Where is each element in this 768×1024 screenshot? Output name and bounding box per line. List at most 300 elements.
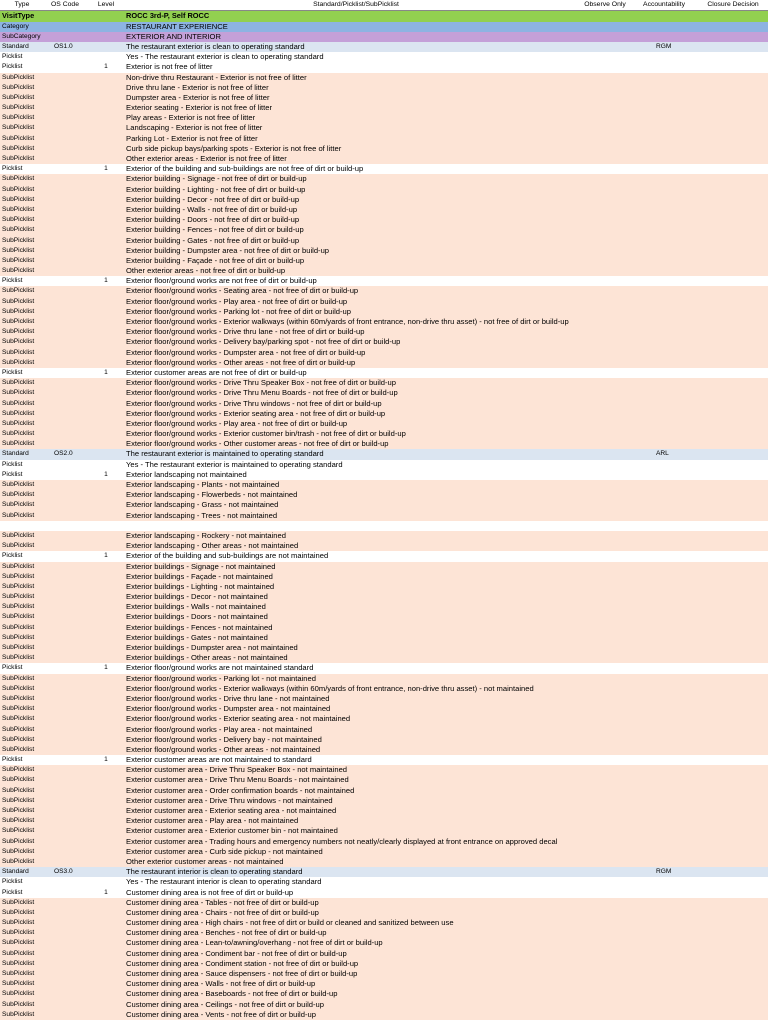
- table-row: [0, 867, 768, 877]
- cell-level[interactable]: 1: [104, 277, 108, 285]
- cell-description[interactable]: Exterior floor/ground works - Other areas - not free of dirt or build-up: [126, 357, 356, 367]
- cell-type[interactable]: SubPicklist: [2, 959, 35, 967]
- cell-type[interactable]: SubPicklist: [2, 735, 35, 743]
- header-closure-decision[interactable]: Closure Decision: [707, 1, 759, 8]
- cell-type[interactable]: SubPicklist: [2, 898, 35, 906]
- cell-description[interactable]: Exterior floor/ground works - Exterior walkways (within 60m/yards of front entrance, non-drive thru asset) - not free of dirt or build-up: [126, 317, 569, 327]
- cell-description[interactable]: Exterior floor/ground works - Delivery bay/parking spot - not free of dirt or build-up: [126, 337, 401, 347]
- header-observe-only[interactable]: Observe Only: [584, 1, 626, 8]
- cell-type[interactable]: SubPicklist: [2, 745, 35, 753]
- cell-type[interactable]: SubPicklist: [2, 409, 35, 417]
- cell-description[interactable]: Exterior building - Walls - not free of dirt or build-up: [126, 204, 298, 214]
- cell-description[interactable]: Exterior buildings - Façade - not maintained: [126, 571, 273, 581]
- cell-type[interactable]: SubPicklist: [2, 817, 35, 825]
- cell-description[interactable]: Exterior buildings - Other areas - not maintained: [126, 653, 288, 663]
- cell-type[interactable]: SubPicklist: [2, 847, 35, 855]
- cell-type[interactable]: Picklist: [2, 368, 23, 376]
- table-row: [0, 123, 768, 133]
- cell-type[interactable]: Picklist: [2, 664, 23, 672]
- cell-description[interactable]: Exterior customer area - Drive Thru Menu Boards - not maintained: [126, 775, 349, 785]
- cell-level[interactable]: 1: [104, 888, 108, 896]
- table-row: [0, 144, 768, 154]
- cell-type[interactable]: Standard: [2, 868, 29, 876]
- table-row: [0, 745, 768, 755]
- cell-description[interactable]: Yes - The restaurant exterior is clean to operating standard: [126, 52, 324, 62]
- cell-type[interactable]: SubPicklist: [2, 776, 35, 784]
- cell-description[interactable]: Parking Lot - Exterior is not free of litter: [126, 133, 258, 143]
- cell-type[interactable]: SubPicklist: [2, 644, 35, 652]
- cell-type[interactable]: SubPicklist: [2, 491, 35, 499]
- cell-description[interactable]: Yes - The restaurant interior is clean to operating standard: [126, 877, 322, 887]
- cell-description[interactable]: Exterior buildings - Signage - not maintained: [126, 561, 276, 571]
- table-row: [0, 337, 768, 347]
- table-row: [0, 266, 768, 276]
- cell-description[interactable]: Customer dining area - Baseboards - not free of dirt or build-up: [126, 989, 338, 999]
- table-row: [0, 174, 768, 184]
- table-row: [0, 898, 768, 908]
- cell-type[interactable]: SubPicklist: [2, 929, 35, 937]
- cell-type[interactable]: SubPicklist: [2, 908, 35, 916]
- cell-level[interactable]: 1: [104, 165, 108, 173]
- cell-type[interactable]: SubPicklist: [2, 705, 35, 713]
- cell-description[interactable]: Customer dining area - Condiment station - not free of dirt or build-up: [126, 958, 359, 968]
- table-row: [0, 663, 768, 673]
- table-row: [0, 52, 768, 62]
- cell-type[interactable]: SubPicklist: [2, 674, 35, 682]
- cell-type[interactable]: Picklist: [2, 460, 23, 468]
- table-row: [0, 113, 768, 123]
- table-row: [0, 195, 768, 205]
- cell-type[interactable]: SubPicklist: [2, 796, 35, 804]
- table-row: [0, 653, 768, 663]
- cell-type[interactable]: SubPicklist: [2, 399, 35, 407]
- table-row: [0, 857, 768, 867]
- cell-description[interactable]: Exterior floor/ground works - Dumpster area - not maintained: [126, 704, 331, 714]
- cell-type[interactable]: Standard: [2, 450, 29, 458]
- cell-description[interactable]: Exterior floor/ground works - Dumpster area - not free of dirt or build-up: [126, 347, 366, 357]
- cell-description[interactable]: Exterior floor/ground works - Seating area - not free of dirt or build-up: [126, 286, 359, 296]
- cell-type[interactable]: SubPicklist: [2, 267, 35, 275]
- cell-description[interactable]: EXTERIOR AND INTERIOR: [126, 31, 221, 41]
- cell-description[interactable]: Exterior floor/ground works - Play area - not free of dirt or build-up: [126, 296, 348, 306]
- cell-description[interactable]: Exterior floor/ground works - Delivery bay - not maintained: [126, 734, 322, 744]
- table-row: [0, 847, 768, 857]
- table-row: [0, 511, 768, 521]
- cell-type[interactable]: SubPicklist: [2, 990, 35, 998]
- table-row: [0, 918, 768, 928]
- cell-description[interactable]: Exterior of the building and sub-buildings are not maintained: [126, 551, 329, 561]
- cell-type[interactable]: Picklist: [2, 470, 23, 478]
- cell-description[interactable]: Exterior customer area - Trading hours and emergency numbers not neatly/clearly displayed at front entrance on approved decal: [126, 836, 558, 846]
- cell-level[interactable]: 1: [104, 63, 108, 71]
- table-row: [0, 368, 768, 378]
- cell-type[interactable]: SubPicklist: [2, 481, 35, 489]
- table-row: [0, 582, 768, 592]
- cell-level[interactable]: 1: [104, 664, 108, 672]
- cell-description[interactable]: Exterior floor/ground works - Exterior customer bin/trash - not free of dirt or build-up: [126, 429, 406, 439]
- cell-description[interactable]: Exterior floor/ground works - Other customer areas - not free of dirt or build-up: [126, 439, 389, 449]
- cell-type[interactable]: SubPicklist: [2, 348, 35, 356]
- cell-type[interactable]: SubPicklist: [2, 134, 35, 142]
- table-row: [0, 327, 768, 337]
- cell-type[interactable]: SubPicklist: [2, 236, 35, 244]
- table-row: [0, 286, 768, 296]
- cell-description[interactable]: Exterior floor/ground works - Parking lot - not maintained: [126, 673, 316, 683]
- cell-description[interactable]: Other exterior customer areas - not maintained: [126, 856, 284, 866]
- cell-type[interactable]: SubPicklist: [2, 531, 35, 539]
- cell-description[interactable]: Customer dining area - Lean-to/awning/overhang - not free of dirt or build-up: [126, 938, 383, 948]
- cell-description[interactable]: Exterior landscaping not maintained: [126, 469, 247, 479]
- cell-description[interactable]: Exterior floor/ground works - Drive thru lane - not free of dirt or build-up: [126, 327, 365, 337]
- cell-type[interactable]: Picklist: [2, 878, 23, 886]
- cell-description[interactable]: Exterior building - Fences - not free of dirt or build-up: [126, 225, 304, 235]
- table-row: [0, 949, 768, 959]
- cell-description[interactable]: Exterior customer area - Drive Thru windows - not maintained: [126, 795, 333, 805]
- cell-type[interactable]: SubPicklist: [2, 338, 35, 346]
- cell-type[interactable]: SubPicklist: [2, 389, 35, 397]
- cell-description[interactable]: The restaurant exterior is clean to operating standard: [126, 41, 305, 51]
- cell-description[interactable]: Play areas - Exterior is not free of litter: [126, 113, 256, 123]
- cell-type[interactable]: SubPicklist: [2, 318, 35, 326]
- cell-accountability[interactable]: RGM: [656, 868, 672, 876]
- table-row: [0, 500, 768, 510]
- table-row: [0, 73, 768, 83]
- cell-type[interactable]: SubPicklist: [2, 175, 35, 183]
- table-row: [0, 449, 768, 459]
- table-row: [0, 969, 768, 979]
- table-row: [0, 775, 768, 785]
- cell-description[interactable]: RESTAURANT EXPERIENCE: [126, 21, 228, 31]
- cell-description[interactable]: Exterior is not free of litter: [126, 62, 213, 72]
- cell-type[interactable]: SubPicklist: [2, 786, 35, 794]
- table-row: [0, 623, 768, 633]
- cell-description[interactable]: Exterior building - Façade - not free of dirt or build-up: [126, 255, 305, 265]
- cell-type[interactable]: SubPicklist: [2, 144, 35, 152]
- table-row: [0, 796, 768, 806]
- table-row: [0, 674, 768, 684]
- header-row: [0, 0, 768, 11]
- cell-description[interactable]: Customer dining area - Sauce dispensers - not free of dirt or build-up: [126, 969, 358, 979]
- table-row: [0, 572, 768, 582]
- cell-type[interactable]: Category: [2, 22, 29, 30]
- cell-type[interactable]: SubPicklist: [2, 287, 35, 295]
- cell-description[interactable]: Customer dining area - Chairs - not free of dirt or build-up: [126, 907, 319, 917]
- table-row: [0, 388, 768, 398]
- cell-description[interactable]: Exterior floor/ground works - Drive thru lane - not maintained: [126, 693, 330, 703]
- cell-type[interactable]: SubPicklist: [2, 93, 35, 101]
- cell-description[interactable]: Exterior floor/ground works - Drive Thru windows - not free of dirt or build-up: [126, 398, 382, 408]
- cell-description[interactable]: Exterior buildings - Decor - not maintained: [126, 592, 268, 602]
- table-row: [0, 541, 768, 551]
- header-accountability[interactable]: Accountability: [643, 1, 685, 8]
- table-row: [0, 185, 768, 195]
- cell-type[interactable]: SubPicklist: [2, 572, 35, 580]
- cell-description[interactable]: Exterior building - Signage - not free of dirt or build-up: [126, 174, 307, 184]
- table-row: [0, 83, 768, 93]
- table-row: [0, 103, 768, 113]
- cell-type[interactable]: SubPicklist: [2, 226, 35, 234]
- cell-type[interactable]: SubPicklist: [2, 654, 35, 662]
- cell-description[interactable]: ROCC 3rd-P, Self ROCC: [126, 11, 210, 21]
- cell-description[interactable]: Exterior floor/ground works - Drive Thru Speaker Box - not free of dirt or build-up: [126, 378, 396, 388]
- cell-description[interactable]: Exterior floor/ground works - Other areas - not maintained: [126, 744, 321, 754]
- cell-description[interactable]: Exterior building - Dumpster area - not free of dirt or build-up: [126, 245, 330, 255]
- cell-description[interactable]: Exterior landscaping - Trees - not maintained: [126, 510, 278, 520]
- cell-description[interactable]: Exterior floor/ground works - Play area - not maintained: [126, 724, 313, 734]
- cell-type[interactable]: SubPicklist: [2, 205, 35, 213]
- header-level[interactable]: Level: [97, 1, 115, 8]
- cell-type[interactable]: SubPicklist: [2, 501, 35, 509]
- cell-description[interactable]: Exterior floor/ground works - Play area - not free of dirt or build-up: [126, 418, 348, 428]
- cell-description[interactable]: Exterior customer area - Curb side pickup - not maintained: [126, 846, 323, 856]
- table-row: [0, 42, 768, 52]
- table-row: [0, 725, 768, 735]
- cell-description[interactable]: Exterior landscaping - Grass - not maintained: [126, 500, 279, 510]
- cell-description[interactable]: Exterior building - Gates - not free of dirt or build-up: [126, 235, 300, 245]
- table-row: [0, 154, 768, 164]
- cell-description[interactable]: Exterior customer areas are not maintained to standard: [126, 755, 312, 765]
- cell-type[interactable]: SubPicklist: [2, 256, 35, 264]
- table-row: [0, 480, 768, 490]
- cell-type[interactable]: SubPicklist: [2, 419, 35, 427]
- cell-description[interactable]: The restaurant interior is clean to operating standard: [126, 867, 303, 877]
- cell-description[interactable]: Drive thru lane - Exterior is not free of litter: [126, 82, 269, 92]
- cell-type[interactable]: Picklist: [2, 552, 23, 560]
- cell-description[interactable]: Exterior buildings - Fences - not maintained: [126, 622, 273, 632]
- cell-description[interactable]: Exterior building - Decor - not free of dirt or build-up: [126, 194, 300, 204]
- cell-description[interactable]: Exterior landscaping - Flowerbeds - not maintained: [126, 490, 298, 500]
- header-os-code[interactable]: OS Code: [51, 1, 79, 8]
- table-row: [0, 409, 768, 419]
- cell-accountability[interactable]: ARL: [656, 450, 669, 458]
- cell-type[interactable]: SubPicklist: [2, 185, 35, 193]
- table-row: [0, 806, 768, 816]
- cell-description[interactable]: Exterior customer area - Play area - not maintained: [126, 816, 299, 826]
- table-row: [0, 755, 768, 765]
- cell-type[interactable]: Picklist: [2, 277, 23, 285]
- cell-type[interactable]: VisitType: [2, 11, 35, 21]
- cell-description[interactable]: Other exterior areas - Exterior is not free of litter: [126, 154, 287, 164]
- cell-type[interactable]: SubPicklist: [2, 603, 35, 611]
- cell-type[interactable]: SubPicklist: [2, 542, 35, 550]
- cell-type[interactable]: SubPicklist: [2, 827, 35, 835]
- table-row: [0, 470, 768, 480]
- table-row: [0, 643, 768, 653]
- cell-description[interactable]: Exterior buildings - Gates - not maintained: [126, 632, 268, 642]
- cell-level[interactable]: 1: [104, 470, 108, 478]
- table-row: [0, 908, 768, 918]
- cell-description[interactable]: Exterior buildings - Lighting - not maintained: [126, 581, 275, 591]
- table-row: [0, 816, 768, 826]
- cell-type[interactable]: SubPicklist: [2, 725, 35, 733]
- table-row: [0, 704, 768, 714]
- cell-description[interactable]: Exterior buildings - Walls - not maintained: [126, 602, 266, 612]
- table-row: [0, 551, 768, 561]
- table-row: [0, 419, 768, 429]
- cell-type[interactable]: SubCategory: [2, 32, 41, 40]
- cell-description[interactable]: Customer dining area - Benches - not free of dirt or build-up: [126, 928, 327, 938]
- table-row: [0, 592, 768, 602]
- cell-type[interactable]: SubPicklist: [2, 297, 35, 305]
- cell-level[interactable]: 1: [104, 552, 108, 560]
- cell-type[interactable]: Picklist: [2, 756, 23, 764]
- cell-accountability[interactable]: RGM: [656, 42, 672, 50]
- cell-description[interactable]: Curb side pickup bays/parking spots - Exterior is not free of litter: [126, 143, 342, 153]
- cell-level[interactable]: 1: [104, 756, 108, 764]
- table-row: [0, 276, 768, 286]
- table-row: [0, 348, 768, 358]
- cell-description[interactable]: The restaurant exterior is maintained to operating standard: [126, 449, 324, 459]
- table-row: [0, 938, 768, 948]
- cell-description[interactable]: Exterior floor/ground works - Exterior seating area - not free of dirt or build-up: [126, 408, 386, 418]
- cell-description[interactable]: Exterior landscaping - Other areas - not maintained: [126, 541, 299, 551]
- cell-type[interactable]: Picklist: [2, 888, 23, 896]
- cell-type[interactable]: SubPicklist: [2, 83, 35, 91]
- table-row: [0, 378, 768, 388]
- cell-description[interactable]: Exterior floor/ground works - Exterior walkways (within 60m/yards of front entrance, non-drive thru asset) - not maintained: [126, 683, 534, 693]
- table-row: [0, 979, 768, 989]
- cell-type[interactable]: SubPicklist: [2, 307, 35, 315]
- cell-type[interactable]: SubPicklist: [2, 1010, 35, 1018]
- header-description[interactable]: Standard/Picklist/SubPicklist: [313, 1, 399, 8]
- table-row: [0, 490, 768, 500]
- cell-type[interactable]: SubPicklist: [2, 949, 35, 957]
- cell-description[interactable]: Exterior floor/ground works are not free of dirt or build-up: [126, 276, 317, 286]
- cell-type[interactable]: SubPicklist: [2, 1000, 35, 1008]
- cell-description[interactable]: Exterior building - Doors - not free of dirt or build-up: [126, 215, 300, 225]
- cell-type[interactable]: SubPicklist: [2, 766, 35, 774]
- cell-type[interactable]: SubPicklist: [2, 715, 35, 723]
- table-row: [0, 32, 768, 42]
- cell-description[interactable]: Customer dining area - Condiment bar - not free of dirt or build-up: [126, 948, 347, 958]
- cell-description[interactable]: Non-drive thru Restaurant - Exterior is not free of litter: [126, 72, 307, 82]
- cell-type[interactable]: SubPicklist: [2, 633, 35, 641]
- table-row: [0, 786, 768, 796]
- table-row: [0, 307, 768, 317]
- cell-description[interactable]: Exterior landscaping - Plants - not maintained: [126, 480, 280, 490]
- cell-type[interactable]: SubPicklist: [2, 430, 35, 438]
- cell-type[interactable]: SubPicklist: [2, 613, 35, 621]
- table-row: [0, 735, 768, 745]
- cell-description[interactable]: Customer dining area - Ceilings - not free of dirt or build-up: [126, 999, 324, 1009]
- cell-type[interactable]: SubPicklist: [2, 857, 35, 865]
- cell-type[interactable]: Picklist: [2, 63, 23, 71]
- cell-type[interactable]: Picklist: [2, 53, 23, 61]
- cell-os-code[interactable]: OS3.0: [54, 868, 73, 876]
- table-row: [0, 928, 768, 938]
- cell-type[interactable]: SubPicklist: [2, 155, 35, 163]
- cell-type[interactable]: SubPicklist: [2, 216, 35, 224]
- table-row: [0, 22, 768, 32]
- cell-type[interactable]: Standard: [2, 42, 29, 50]
- table-row: [0, 215, 768, 225]
- table-row: [0, 225, 768, 235]
- cell-description[interactable]: Customer dining area is not free of dirt or build-up: [126, 887, 294, 897]
- cell-os-code[interactable]: OS2.0: [54, 450, 73, 458]
- cell-type[interactable]: Picklist: [2, 165, 23, 173]
- cell-type[interactable]: SubPicklist: [2, 104, 35, 112]
- cell-description[interactable]: Exterior buildings - Dumpster area - not maintained: [126, 643, 298, 653]
- cell-description[interactable]: Exterior buildings - Doors - not maintained: [126, 612, 268, 622]
- cell-description[interactable]: Exterior customer area - Exterior seating area - not maintained: [126, 806, 337, 816]
- cell-description[interactable]: Customer dining area - Walls - not free of dirt or build-up: [126, 979, 316, 989]
- cell-description[interactable]: Exterior customer areas are not free of dirt or build-up: [126, 367, 307, 377]
- cell-type[interactable]: SubPicklist: [2, 980, 35, 988]
- cell-type[interactable]: SubPicklist: [2, 582, 35, 590]
- table-row: [0, 399, 768, 409]
- table-row: [0, 684, 768, 694]
- cell-type[interactable]: SubPicklist: [2, 511, 35, 519]
- cell-description[interactable]: Exterior building - Lighting - not free of dirt or build-up: [126, 184, 306, 194]
- cell-type[interactable]: SubPicklist: [2, 623, 35, 631]
- cell-type[interactable]: SubPicklist: [2, 195, 35, 203]
- cell-type[interactable]: SubPicklist: [2, 939, 35, 947]
- cell-description[interactable]: Exterior customer area - Exterior customer bin - not maintained: [126, 826, 338, 836]
- cell-type[interactable]: SubPicklist: [2, 328, 35, 336]
- table-row: [0, 959, 768, 969]
- cell-level[interactable]: 1: [104, 368, 108, 376]
- cell-description[interactable]: Landscaping - Exterior is not free of litter: [126, 123, 263, 133]
- table-row: [0, 633, 768, 643]
- cell-type[interactable]: SubPicklist: [2, 379, 35, 387]
- cell-description[interactable]: Exterior customer area - Order confirmation boards - not maintained: [126, 785, 355, 795]
- cell-type[interactable]: SubPicklist: [2, 124, 35, 132]
- table-row: [0, 297, 768, 307]
- header-type[interactable]: Type: [14, 1, 30, 8]
- table-row: [0, 93, 768, 103]
- cell-description[interactable]: Exterior of the building and sub-buildings are not free of dirt or build-up: [126, 164, 364, 174]
- cell-description[interactable]: Exterior landscaping - Rockery - not maintained: [126, 530, 286, 540]
- cell-description[interactable]: Exterior floor/ground works - Exterior seating area - not maintained: [126, 714, 351, 724]
- cell-type[interactable]: SubPicklist: [2, 358, 35, 366]
- cell-type[interactable]: SubPicklist: [2, 919, 35, 927]
- cell-type[interactable]: SubPicklist: [2, 807, 35, 815]
- cell-description[interactable]: Exterior customer area - Drive Thru Speaker Box - not maintained: [126, 765, 348, 775]
- cell-type[interactable]: SubPicklist: [2, 593, 35, 601]
- table-body: [0, 11, 768, 1020]
- cell-type[interactable]: SubPicklist: [2, 114, 35, 122]
- cell-type[interactable]: SubPicklist: [2, 73, 35, 81]
- cell-description[interactable]: Exterior floor/ground works - Parking lot - not free of dirt or build-up: [126, 306, 351, 316]
- cell-type[interactable]: SubPicklist: [2, 440, 35, 448]
- cell-type[interactable]: SubPicklist: [2, 694, 35, 702]
- cell-description[interactable]: Dumpster area - Exterior is not free of litter: [126, 92, 270, 102]
- cell-description[interactable]: Exterior seating - Exterior is not free of litter: [126, 103, 273, 113]
- cell-type[interactable]: SubPicklist: [2, 562, 35, 570]
- cell-type[interactable]: SubPicklist: [2, 837, 35, 845]
- cell-description[interactable]: Customer dining area - Tables - not free of dirt or build-up: [126, 897, 319, 907]
- table-row: [0, 62, 768, 72]
- table-row: [0, 531, 768, 541]
- table-row: [0, 246, 768, 256]
- table-row: [0, 521, 768, 531]
- cell-description[interactable]: Exterior floor/ground works - Drive Thru Menu Boards - not free of dirt or build-up: [126, 388, 398, 398]
- cell-description[interactable]: Customer dining area - Vents - not free of dirt or build-up: [126, 1009, 316, 1019]
- cell-description[interactable]: Yes - The restaurant exterior is maintained to operating standard: [126, 459, 343, 469]
- cell-type[interactable]: SubPicklist: [2, 970, 35, 978]
- cell-description[interactable]: Exterior floor/ground works are not maintained standard: [126, 663, 314, 673]
- cell-os-code[interactable]: OS1.0: [54, 42, 73, 50]
- table-row: [0, 826, 768, 836]
- table-row: [0, 429, 768, 439]
- table-row: [0, 205, 768, 215]
- cell-description[interactable]: Customer dining area - High chairs - not free of dirt or build or cleaned and sanitized between use: [126, 918, 454, 928]
- table-row: [0, 694, 768, 704]
- cell-type[interactable]: SubPicklist: [2, 684, 35, 692]
- table-row: [0, 1000, 768, 1010]
- cell-type[interactable]: SubPicklist: [2, 246, 35, 254]
- cell-description[interactable]: Other exterior areas - not free of dirt or build-up: [126, 266, 286, 276]
